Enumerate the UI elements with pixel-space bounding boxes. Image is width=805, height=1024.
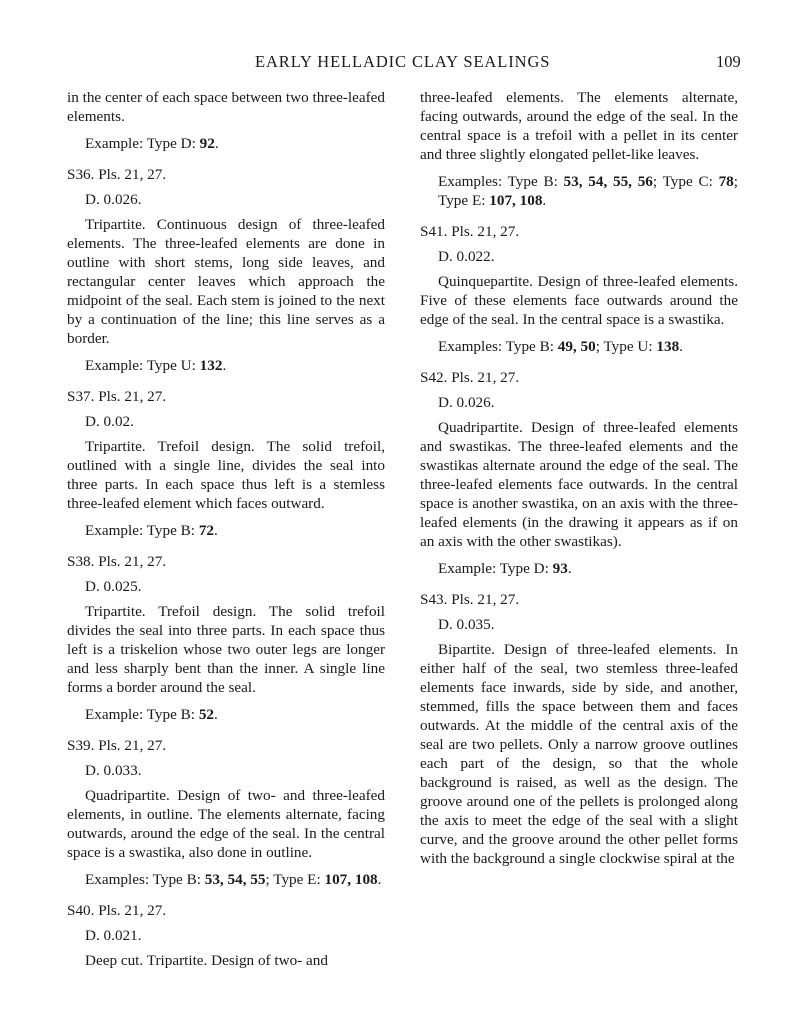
entry-description: Quadripartite. Design of three-leafed elements and swastikas. The three-leafed elements and the swastikas alternate around the edge of the seal. The three-leafed elements face outwards. In the central space is another swastika, on an axis with the three-leafed elements (in the drawing it appears as if on an axis with the other swastikas). [420,419,738,550]
running-title: EARLY HELLADIC CLAY SEALINGS [255,52,551,71]
entry-id-s42: S42. Pls. 21, 27. [420,369,520,386]
example-line: Examples: Type B: 49, 50; Type U: 138. [438,338,683,355]
entry-description: Bipartite. Design of three-leafed elements. In either half of the seal, two stemless three-leafed elements face inwards, side by side, and another, stemmed, fills the space between them and faces outwards. At the middle of the central axis of the seal are two pellets. Only a narrow groove outlines each part of the design, so that the whole background is raised, as well as the design. The groove around one of the pellets is prolonged along the axis to meet the edge of the seal with a slight curve, and the groove around the other pellet forms with the background a single clockwise spiral at the [420,641,738,867]
entry-id-s41: S41. Pls. 21, 27. [420,223,520,240]
page-number: 109 [716,52,741,71]
entry-id-s43: S43. Pls. 21, 27. [420,591,520,608]
entry-description: Tripartite. Continuous design of three-leafed elements. The three-leafed elements are done in outline with short stems, long side leaves, and rectangular center leaves which approach the midpoint of the seal. Each stem is joined to the next by a continuation of the line; this line serves as a border. [67,216,385,347]
entry-diameter: D. 0.026. [85,191,142,208]
running-header [0,52,805,76]
entry-description: Deep cut. Tripartite. Design of two- and [85,952,328,969]
entry-diameter: D. 0.021. [85,927,142,944]
example-line: Example: Type D: 92. [85,135,219,152]
entry-id-s40: S40. Pls. 21, 27. [67,902,167,919]
left-column [67,88,385,970]
entry-diameter: D. 0.025. [85,578,142,595]
entry-description: Quadripartite. Design of two- and three-leafed elements, in outline. The elements alternate, facing outwards, around the edge of the seal. In the central space is a swastika, also done in outline. [67,787,385,861]
entry-id-s39: S39. Pls. 21, 27. [67,737,167,754]
entry-id-s36: S36. Pls. 21, 27. [67,166,167,183]
continued-text: three-leafed elements. The elements alternate, facing outwards, around the edge of the seal. In the central space is a trefoil with a pellet in its center and three slightly elongated pellet-like leaves. [420,89,738,163]
example-line: Example: Type D: 93. [438,560,572,577]
entry-description: Quinquepartite. Design of three-leafed elements. Five of these elements face outwards around the edge of the seal. In the central space is a swastika. [420,273,738,328]
entry-diameter: D. 0.026. [438,394,495,411]
entry-description: Tripartite. Trefoil design. The solid trefoil divides the seal into three parts. In each space thus left is a triskelion whose two outer legs are longer and less sharply bent than the inner. A single line forms a border around the seal. [67,603,385,696]
example-line: Examples: Type B: 53, 54, 55, 56; Type C: 78; Type E: 107, 108. [438,173,738,209]
entry-diameter: D. 0.022. [438,248,495,265]
entry-diameter: D. 0.035. [438,616,495,633]
example-line: Example: Type U: 132. [85,357,227,374]
entry-diameter: D. 0.033. [85,762,142,779]
right-column [420,88,738,868]
continued-text: in the center of each space between two three-leafed elements. [67,89,385,125]
entry-diameter: D. 0.02. [85,413,134,430]
entry-description: Tripartite. Trefoil design. The solid trefoil, outlined with a single line, divides the seal into three parts. In each space thus left is a stemless three-leafed element which faces outward. [67,438,385,512]
entry-id-s37: S37. Pls. 21, 27. [67,388,167,405]
example-line: Examples: Type B: 53, 54, 55; Type E: 107, 108. [85,871,382,888]
example-line: Example: Type B: 72. [85,522,218,539]
example-line: Example: Type B: 52. [85,706,218,723]
entry-id-s38: S38. Pls. 21, 27. [67,553,167,570]
